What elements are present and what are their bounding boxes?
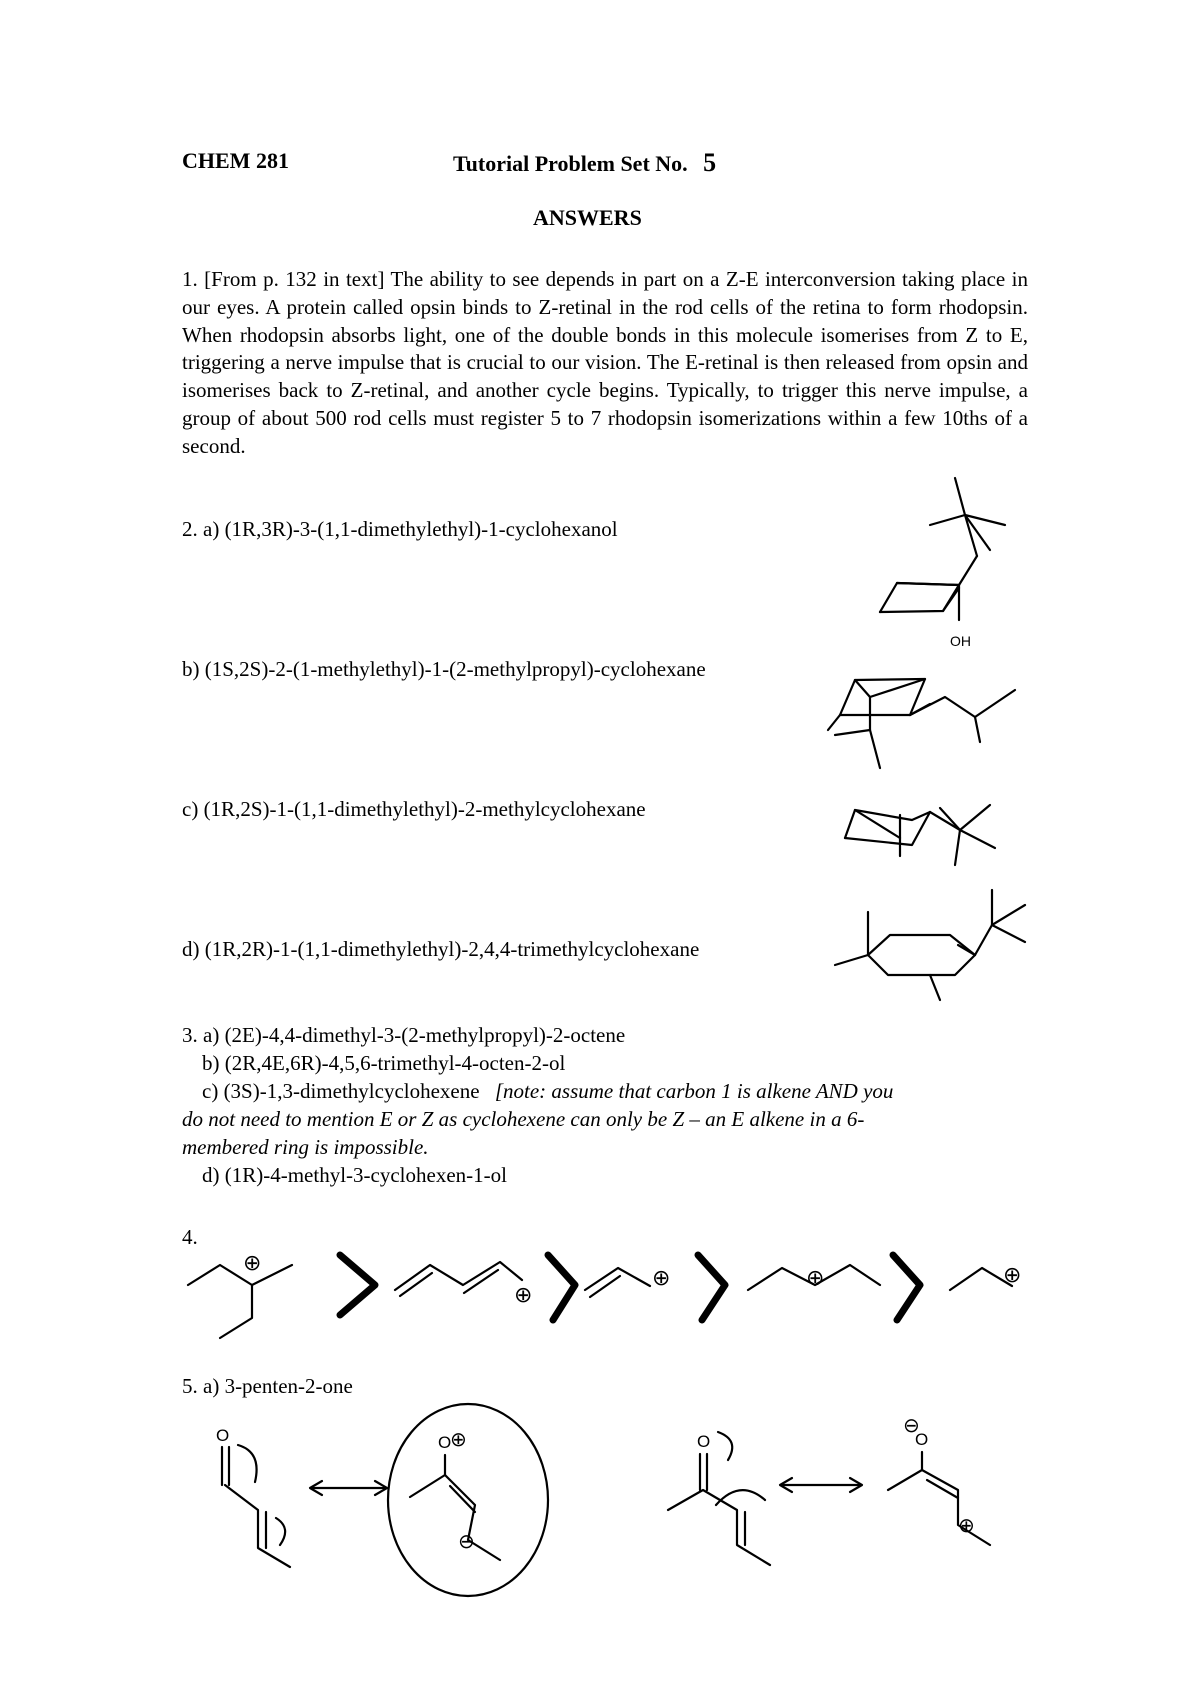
q3c-note-1: [note: assume that carbon 1 is alkene AND you (494, 1079, 894, 1103)
q4-primary-plus: ⊕ (1003, 1262, 1022, 1287)
q2d-name: d) (1R,2R)-1-(1,1-dimethylethyl)-2,4,4-trimethylcyclohexane (182, 937, 700, 961)
q5-s2-o: O (438, 1433, 452, 1452)
q5-s4-skeleton-2 (922, 1470, 990, 1545)
q3c-note-3: membered ring is impossible. (182, 1135, 429, 1159)
q5-s3-o: O (697, 1432, 711, 1451)
q5-s1-arrow-1 (238, 1445, 257, 1482)
course-code: CHEM 281 (182, 148, 289, 173)
q4-allyl-plus: ⊕ (514, 1282, 533, 1307)
q5-s2-plus: ⊕ (450, 1429, 467, 1451)
q3d-name: d) (1R)-4-methyl-3-cyclohexen-1-ol (202, 1163, 507, 1187)
answers-heading: ANSWERS (533, 205, 642, 230)
q5-s2-cc-double (450, 1486, 475, 1512)
q2a-name: 2. a) (1R,3R)-3-(1,1-dimethylethyl)-1-cyclohexanol (182, 517, 618, 541)
q5-s1-chain (225, 1485, 290, 1567)
q5-s2-skeleton-1 (410, 1455, 445, 1497)
q4-tertiary-plus: ⊕ (243, 1250, 262, 1275)
q5-s4-minus: ⊖ (903, 1415, 920, 1437)
q5-s4-o: O (915, 1430, 929, 1449)
q2b-name: b) (1S,2S)-2-(1-methylethyl)-1-(2-methylpropyl)-cyclohexane (182, 657, 706, 681)
q4-allyl2-plus: ⊕ (652, 1265, 671, 1290)
q3c-name: c) (3S)-1,3-dimethylcyclohexene (202, 1079, 480, 1103)
q5-s4-skeleton-1 (888, 1452, 922, 1490)
q5a-name: 5. a) 3-penten-2-one (182, 1374, 353, 1398)
q1-paragraph: 1. [From p. 132 in text] The ability to see depends in part on a Z-E interconversion taking place in our eyes. A protein called opsin binds to Z-retinal in the rod cells of the retina to form rhodopsin. When rhodopsin absorbs light, one of the double bonds in this molecule isomerises from Z to E, triggering a nerve impulse that is crucial to our vision. The E-retinal is then released from opsin and isomerises back to Z-retinal, and another cycle begins. Typically, to trigger this nerve impulse, a group of about 500 rod cells must register 5 to 7 rhodopsin isomerizations within a few 10ths of a second. (182, 267, 1028, 458)
title-text: Tutorial Problem Set No. (453, 151, 688, 176)
q4-secondary-plus: ⊕ (806, 1265, 825, 1290)
q4-label: 4. (182, 1225, 198, 1249)
q5-major-circle (388, 1404, 548, 1596)
q2a-oh-label: OH (950, 633, 971, 649)
q5-s2-minus: ⊖ (458, 1531, 475, 1553)
q5-s4-cc-double (927, 1480, 958, 1498)
q5-s4-plus: ⊕ (958, 1515, 975, 1537)
set-number: 5 (703, 148, 717, 177)
q5-s3-arrow-1 (718, 1432, 732, 1460)
q2c-name: c) (1R,2S)-1-(1,1-dimethylethyl)-2-methylcyclohexane (182, 797, 646, 821)
q3c-note-2: do not need to mention E or Z as cyclohexene can only be Z – an E alkene in a 6- (182, 1107, 865, 1131)
q5-s1-arrow-2 (276, 1518, 285, 1545)
q3a-name: 3. a) (2E)-4,4-dimethyl-3-(2-methylpropyl)-2-octene (182, 1023, 626, 1047)
q3b-name: b) (2R,4E,6R)-4,5,6-trimethyl-4-octen-2-ol (202, 1051, 566, 1075)
q5-s1-o: O (216, 1426, 230, 1445)
